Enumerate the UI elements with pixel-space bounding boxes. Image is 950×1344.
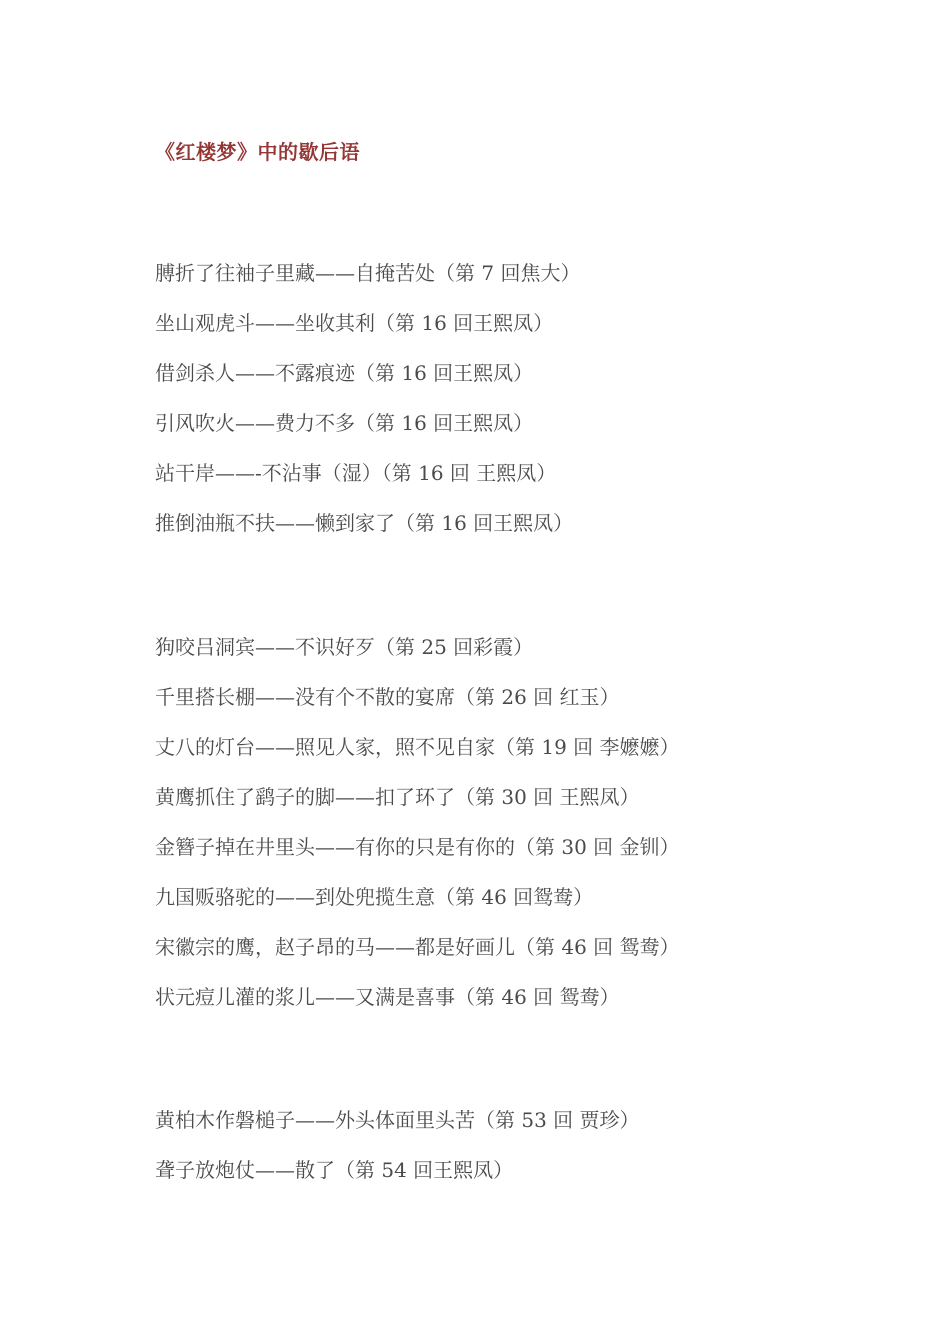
proverb-group-3 (155, 1095, 640, 1195)
proverb-line: 黄鹰抓住了鹞子的脚——扣了环了（第 30 回 王熙凤） (155, 785, 640, 809)
proverb-line: 黄柏木作磐槌子——外头体面里头苦（第 53 回 贾珍） (155, 1108, 640, 1132)
proverb-line: 宋徽宗的鹰，赵子昂的马——都是好画儿（第 46 回 鸳鸯） (155, 935, 680, 959)
proverb-line: 状元痘儿灌的浆儿——又满是喜事（第 46 回 鸳鸯） (155, 985, 620, 1009)
proverb-group-1 (155, 248, 580, 548)
document-title: 《红楼梦》中的歇后语 (155, 140, 360, 164)
proverb-line: 推倒油瓶不扶——懒到家了（第 16 回王熙凤） (155, 511, 574, 535)
proverb-line: 丈八的灯台——照见人家，照不见自家（第 19 回 李嬷嬷） (155, 735, 680, 759)
proverb-line: 金簪子掉在井里头——有你的只是有你的（第 30 回 金钏） (155, 835, 680, 859)
proverb-line: 借剑杀人——不露痕迹（第 16 回王熙凤） (155, 361, 534, 385)
proverb-line: 坐山观虎斗——坐收其利（第 16 回王熙凤） (155, 311, 554, 335)
proverb-line: 狗咬吕洞宾——不识好歹（第 25 回彩霞） (155, 635, 534, 659)
proverb-group-2 (155, 622, 680, 1022)
proverb-line: 聋子放炮仗——散了（第 54 回王熙凤） (155, 1158, 514, 1182)
proverb-line: 千里搭长棚——没有个不散的宴席（第 26 回 红玉） (155, 685, 620, 709)
proverb-line: 膊折了往袖子里藏——自掩苦处（第 7 回焦大） (155, 261, 581, 285)
proverb-line: 引风吹火——费力不多（第 16 回王熙凤） (155, 411, 534, 435)
proverb-line: 九国贩骆驼的——到处兜揽生意（第 46 回鸳鸯） (155, 885, 594, 909)
proverb-line: 站干岸——-不沾事（湿）（第 16 回 王熙凤） (155, 461, 557, 485)
